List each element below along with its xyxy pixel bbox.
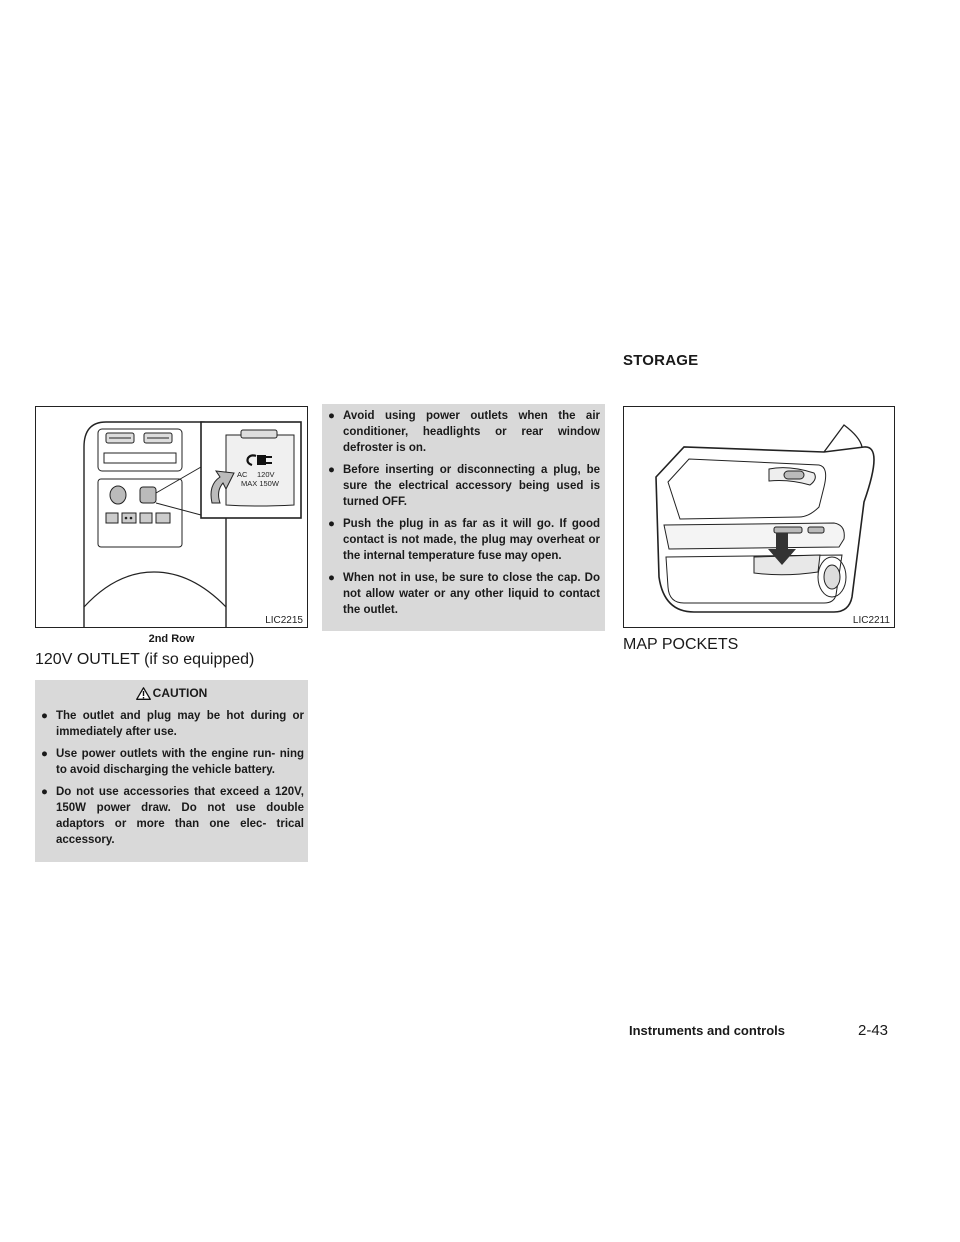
list-item xyxy=(328,408,600,456)
list-item xyxy=(41,784,304,848)
caution-item-text: Push the plug in as far as it will go. If good contact is not made, the plug may overheat or the internal temperature fuse may open. xyxy=(343,518,600,562)
list-item xyxy=(41,746,304,778)
door-panel-illustration xyxy=(624,407,894,627)
caution-item-text: The outlet and plug may be hot during or immediately after use. xyxy=(56,710,304,738)
caution-title xyxy=(35,686,308,700)
ac-label: AC xyxy=(237,470,248,479)
caution-item-text: Before inserting or disconnecting a plug, be sure the electrical accessory being used is turned OFF. xyxy=(343,464,600,508)
caution-item-text: When not in use, be sure to close the cap. Do not allow water or any other liquid to contact the outlet. xyxy=(343,572,600,616)
bullet-icon: ● xyxy=(41,748,48,760)
voltage-label: 120V xyxy=(257,470,275,479)
bullet-icon: ● xyxy=(328,518,335,530)
caution-item-text: Avoid using power outlets when the air conditioner, headlights or rear window defroster is on. xyxy=(343,410,600,454)
caution-continued-box xyxy=(322,404,605,631)
caution-list xyxy=(41,708,304,854)
list-item xyxy=(41,708,304,740)
bullet-icon: ● xyxy=(328,464,335,476)
figure-caption: 2nd Row xyxy=(148,633,195,645)
caution-box xyxy=(35,680,308,862)
warning-icon xyxy=(136,687,151,700)
list-item xyxy=(328,516,600,564)
bullet-icon: ● xyxy=(41,786,48,798)
outlet-heading: 120V OUTLET (if so equipped) xyxy=(35,651,255,668)
caution-title-text: CAUTION xyxy=(152,686,208,700)
bullet-icon: ● xyxy=(328,410,335,422)
outlet-figure xyxy=(35,406,308,628)
section-title: STORAGE xyxy=(623,352,699,369)
caution-item-text: Use power outlets with the engine run- ning to avoid discharging the vehicle battery. xyxy=(56,748,304,776)
figure-code: LIC2211 xyxy=(852,615,890,626)
max-label: MAX 150W xyxy=(241,479,279,488)
page-number: 2-43 xyxy=(858,1022,889,1039)
figure-code: LIC2215 xyxy=(265,615,303,626)
caution-item-text: Do not use accessories that exceed a 120V, 150W power draw. Do not use double adaptors or more than one elec- trical accessory. xyxy=(56,786,304,846)
bullet-icon: ● xyxy=(41,710,48,722)
bullet-icon: ● xyxy=(328,572,335,584)
list-item xyxy=(328,570,600,618)
console-illustration xyxy=(36,407,307,627)
footer-section: Instruments and controls xyxy=(628,1023,785,1038)
map-pockets-heading: MAP POCKETS xyxy=(623,636,739,653)
map-pocket-figure xyxy=(623,406,895,628)
caution-continued-list xyxy=(328,408,600,624)
list-item xyxy=(328,462,600,510)
